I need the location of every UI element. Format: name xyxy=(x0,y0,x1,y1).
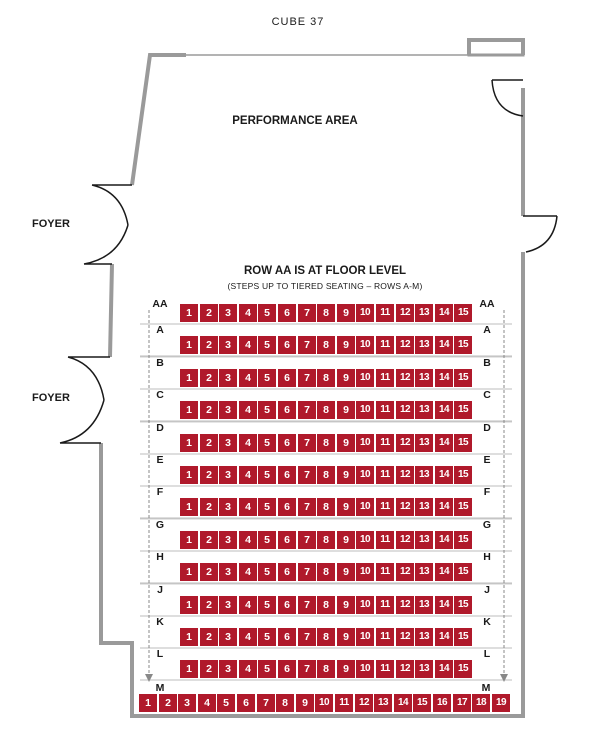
row-label-right-aa: AA xyxy=(479,298,495,310)
seat-e-15[interactable]: 15 xyxy=(454,466,472,484)
seat-k-1[interactable]: 1 xyxy=(180,628,198,646)
row-label-right-k: K xyxy=(483,616,491,628)
seat-aa-7[interactable]: 7 xyxy=(298,304,316,322)
seat-m-19[interactable]: 19 xyxy=(492,694,510,712)
seat-a-9[interactable]: 9 xyxy=(337,336,355,354)
seat-c-1[interactable]: 1 xyxy=(180,401,198,419)
seat-g-1[interactable]: 1 xyxy=(180,531,198,549)
seat-a-14[interactable]: 14 xyxy=(435,336,453,354)
seat-m-16[interactable]: 16 xyxy=(433,694,451,712)
seat-f-15[interactable]: 15 xyxy=(454,498,472,516)
seat-k-7[interactable]: 7 xyxy=(298,628,316,646)
seat-d-11[interactable]: 11 xyxy=(376,434,394,452)
seat-c-10[interactable]: 10 xyxy=(356,401,374,419)
seat-k-4[interactable]: 4 xyxy=(239,628,257,646)
seat-g-15[interactable]: 15 xyxy=(454,531,472,549)
seat-c-13[interactable]: 13 xyxy=(415,401,433,419)
row-label-right-g: G xyxy=(482,519,492,531)
seat-f-12[interactable]: 12 xyxy=(396,498,414,516)
seat-e-8[interactable]: 8 xyxy=(317,466,335,484)
row-label-right-c: C xyxy=(483,389,491,401)
seat-h-3[interactable]: 3 xyxy=(219,563,237,581)
seat-k-9[interactable]: 9 xyxy=(337,628,355,646)
row-label-left-f: F xyxy=(156,486,164,498)
seat-h-7[interactable]: 7 xyxy=(298,563,316,581)
seat-l-13[interactable]: 13 xyxy=(415,660,433,678)
seat-aa-10[interactable]: 10 xyxy=(356,304,374,322)
seat-m-13[interactable]: 13 xyxy=(374,694,392,712)
seat-a-4[interactable]: 4 xyxy=(239,336,257,354)
seat-b-3[interactable]: 3 xyxy=(219,369,237,387)
foyer-label-lower: FOYER xyxy=(32,392,70,404)
seat-l-4[interactable]: 4 xyxy=(239,660,257,678)
seat-j-12[interactable]: 12 xyxy=(396,596,414,614)
seat-e-5[interactable]: 5 xyxy=(258,466,276,484)
seat-d-3[interactable]: 3 xyxy=(219,434,237,452)
seat-e-13[interactable]: 13 xyxy=(415,466,433,484)
seat-e-14[interactable]: 14 xyxy=(435,466,453,484)
seat-aa-8[interactable]: 8 xyxy=(317,304,335,322)
seat-b-11[interactable]: 11 xyxy=(376,369,394,387)
row-label-right-h: H xyxy=(483,551,491,563)
seat-d-7[interactable]: 7 xyxy=(298,434,316,452)
steps-note: (STEPS UP TO TIERED SEATING – ROWS A-M) xyxy=(227,281,423,291)
seat-e-7[interactable]: 7 xyxy=(298,466,316,484)
seat-aa-15[interactable]: 15 xyxy=(454,304,472,322)
seat-m-11[interactable]: 11 xyxy=(335,694,353,712)
seat-c-12[interactable]: 12 xyxy=(396,401,414,419)
seat-k-2[interactable]: 2 xyxy=(200,628,218,646)
seat-j-2[interactable]: 2 xyxy=(200,596,218,614)
seat-f-4[interactable]: 4 xyxy=(239,498,257,516)
seat-f-8[interactable]: 8 xyxy=(317,498,335,516)
seat-m-6[interactable]: 6 xyxy=(237,694,255,712)
row-label-left-g: G xyxy=(155,519,165,531)
seat-a-10[interactable]: 10 xyxy=(356,336,374,354)
seat-d-10[interactable]: 10 xyxy=(356,434,374,452)
seat-b-2[interactable]: 2 xyxy=(200,369,218,387)
seat-b-10[interactable]: 10 xyxy=(356,369,374,387)
seat-a-1[interactable]: 1 xyxy=(180,336,198,354)
seat-f-1[interactable]: 1 xyxy=(180,498,198,516)
seat-m-17[interactable]: 17 xyxy=(453,694,471,712)
floor-level-note: ROW AA IS AT FLOOR LEVEL xyxy=(243,265,407,277)
seat-f-5[interactable]: 5 xyxy=(258,498,276,516)
seat-aa-1[interactable]: 1 xyxy=(180,304,198,322)
seat-b-5[interactable]: 5 xyxy=(258,369,276,387)
seat-h-5[interactable]: 5 xyxy=(258,563,276,581)
row-label-right-a: A xyxy=(483,324,491,336)
seat-g-6[interactable]: 6 xyxy=(278,531,296,549)
seat-d-15[interactable]: 15 xyxy=(454,434,472,452)
seat-aa-9[interactable]: 9 xyxy=(337,304,355,322)
seat-d-5[interactable]: 5 xyxy=(258,434,276,452)
seat-b-13[interactable]: 13 xyxy=(415,369,433,387)
seat-aa-12[interactable]: 12 xyxy=(396,304,414,322)
seat-j-8[interactable]: 8 xyxy=(317,596,335,614)
seat-g-14[interactable]: 14 xyxy=(435,531,453,549)
seat-h-4[interactable]: 4 xyxy=(239,563,257,581)
seat-g-2[interactable]: 2 xyxy=(200,531,218,549)
seat-aa-3[interactable]: 3 xyxy=(219,304,237,322)
seat-a-15[interactable]: 15 xyxy=(454,336,472,354)
seat-l-6[interactable]: 6 xyxy=(278,660,296,678)
seat-a-13[interactable]: 13 xyxy=(415,336,433,354)
seat-b-8[interactable]: 8 xyxy=(317,369,335,387)
seat-h-1[interactable]: 1 xyxy=(180,563,198,581)
row-label-right-f: F xyxy=(483,486,491,498)
seat-d-8[interactable]: 8 xyxy=(317,434,335,452)
seat-l-11[interactable]: 11 xyxy=(376,660,394,678)
seat-g-11[interactable]: 11 xyxy=(376,531,394,549)
seat-g-9[interactable]: 9 xyxy=(337,531,355,549)
seat-e-11[interactable]: 11 xyxy=(376,466,394,484)
seat-aa-4[interactable]: 4 xyxy=(239,304,257,322)
seat-a-6[interactable]: 6 xyxy=(278,336,296,354)
seat-c-14[interactable]: 14 xyxy=(435,401,453,419)
seat-m-4[interactable]: 4 xyxy=(198,694,216,712)
seat-a-3[interactable]: 3 xyxy=(219,336,237,354)
seat-c-9[interactable]: 9 xyxy=(337,401,355,419)
seat-aa-2[interactable]: 2 xyxy=(200,304,218,322)
seat-e-10[interactable]: 10 xyxy=(356,466,374,484)
seat-l-1[interactable]: 1 xyxy=(180,660,198,678)
seat-a-7[interactable]: 7 xyxy=(298,336,316,354)
seat-j-13[interactable]: 13 xyxy=(415,596,433,614)
seat-m-1[interactable]: 1 xyxy=(139,694,157,712)
seat-b-1[interactable]: 1 xyxy=(180,369,198,387)
seat-g-5[interactable]: 5 xyxy=(258,531,276,549)
seat-b-9[interactable]: 9 xyxy=(337,369,355,387)
row-label-left-l: L xyxy=(156,648,164,660)
seat-f-7[interactable]: 7 xyxy=(298,498,316,516)
seat-c-3[interactable]: 3 xyxy=(219,401,237,419)
seat-c-5[interactable]: 5 xyxy=(258,401,276,419)
seat-e-3[interactable]: 3 xyxy=(219,466,237,484)
seat-f-13[interactable]: 13 xyxy=(415,498,433,516)
seat-f-11[interactable]: 11 xyxy=(376,498,394,516)
row-label-left-m: M xyxy=(155,682,165,694)
seat-j-1[interactable]: 1 xyxy=(180,596,198,614)
aisle-arrow-left-icon xyxy=(145,674,153,682)
seat-a-8[interactable]: 8 xyxy=(317,336,335,354)
seat-l-5[interactable]: 5 xyxy=(258,660,276,678)
row-label-left-d: D xyxy=(156,422,164,434)
seat-aa-14[interactable]: 14 xyxy=(435,304,453,322)
seat-f-9[interactable]: 9 xyxy=(337,498,355,516)
seat-b-7[interactable]: 7 xyxy=(298,369,316,387)
seat-h-11[interactable]: 11 xyxy=(376,563,394,581)
row-label-right-e: E xyxy=(483,454,491,466)
seat-j-9[interactable]: 9 xyxy=(337,596,355,614)
seat-h-2[interactable]: 2 xyxy=(200,563,218,581)
seat-d-9[interactable]: 9 xyxy=(337,434,355,452)
seat-k-8[interactable]: 8 xyxy=(317,628,335,646)
seat-j-3[interactable]: 3 xyxy=(219,596,237,614)
seat-b-4[interactable]: 4 xyxy=(239,369,257,387)
row-label-left-j: J xyxy=(157,584,163,596)
seat-a-5[interactable]: 5 xyxy=(258,336,276,354)
seat-m-12[interactable]: 12 xyxy=(355,694,373,712)
seat-j-7[interactable]: 7 xyxy=(298,596,316,614)
seat-l-2[interactable]: 2 xyxy=(200,660,218,678)
row-label-right-d: D xyxy=(483,422,491,434)
seat-m-3[interactable]: 3 xyxy=(178,694,196,712)
seat-k-12[interactable]: 12 xyxy=(396,628,414,646)
seat-d-12[interactable]: 12 xyxy=(396,434,414,452)
seat-b-12[interactable]: 12 xyxy=(396,369,414,387)
seat-h-6[interactable]: 6 xyxy=(278,563,296,581)
row-label-right-b: B xyxy=(483,357,491,369)
seat-k-14[interactable]: 14 xyxy=(435,628,453,646)
seat-j-4[interactable]: 4 xyxy=(239,596,257,614)
row-label-right-j: J xyxy=(484,584,490,596)
seat-c-11[interactable]: 11 xyxy=(376,401,394,419)
seat-d-1[interactable]: 1 xyxy=(180,434,198,452)
stage-label: PERFORMANCE AREA xyxy=(232,115,358,127)
seat-l-7[interactable]: 7 xyxy=(298,660,316,678)
seat-c-15[interactable]: 15 xyxy=(454,401,472,419)
seat-k-10[interactable]: 10 xyxy=(356,628,374,646)
seat-d-6[interactable]: 6 xyxy=(278,434,296,452)
seat-c-8[interactable]: 8 xyxy=(317,401,335,419)
seat-j-15[interactable]: 15 xyxy=(454,596,472,614)
seat-m-15[interactable]: 15 xyxy=(413,694,431,712)
seat-m-14[interactable]: 14 xyxy=(394,694,412,712)
seat-d-13[interactable]: 13 xyxy=(415,434,433,452)
seat-h-9[interactable]: 9 xyxy=(337,563,355,581)
seat-g-3[interactable]: 3 xyxy=(219,531,237,549)
seat-m-8[interactable]: 8 xyxy=(276,694,294,712)
seat-c-4[interactable]: 4 xyxy=(239,401,257,419)
aisle-arrows xyxy=(145,310,508,682)
seat-k-15[interactable]: 15 xyxy=(454,628,472,646)
seat-d-4[interactable]: 4 xyxy=(239,434,257,452)
seat-g-10[interactable]: 10 xyxy=(356,531,374,549)
seat-b-15[interactable]: 15 xyxy=(454,369,472,387)
seat-l-14[interactable]: 14 xyxy=(435,660,453,678)
seat-b-6[interactable]: 6 xyxy=(278,369,296,387)
seat-f-2[interactable]: 2 xyxy=(200,498,218,516)
seat-m-18[interactable]: 18 xyxy=(472,694,490,712)
row-label-left-b: B xyxy=(156,357,164,369)
seat-a-2[interactable]: 2 xyxy=(200,336,218,354)
row-label-right-m: M xyxy=(481,682,491,694)
seat-aa-13[interactable]: 13 xyxy=(415,304,433,322)
seat-c-6[interactable]: 6 xyxy=(278,401,296,419)
seat-e-4[interactable]: 4 xyxy=(239,466,257,484)
seat-k-11[interactable]: 11 xyxy=(376,628,394,646)
seat-c-7[interactable]: 7 xyxy=(298,401,316,419)
seat-e-12[interactable]: 12 xyxy=(396,466,414,484)
seat-m-5[interactable]: 5 xyxy=(217,694,235,712)
seat-m-7[interactable]: 7 xyxy=(257,694,275,712)
seat-aa-5[interactable]: 5 xyxy=(258,304,276,322)
seat-h-13[interactable]: 13 xyxy=(415,563,433,581)
seat-g-13[interactable]: 13 xyxy=(415,531,433,549)
seat-f-6[interactable]: 6 xyxy=(278,498,296,516)
seat-j-5[interactable]: 5 xyxy=(258,596,276,614)
aisle-arrow-right-icon xyxy=(500,674,508,682)
row-label-left-aa: AA xyxy=(152,298,168,310)
seat-b-14[interactable]: 14 xyxy=(435,369,453,387)
row-label-left-k: K xyxy=(156,616,164,628)
seat-a-11[interactable]: 11 xyxy=(376,336,394,354)
seat-h-14[interactable]: 14 xyxy=(435,563,453,581)
seat-g-12[interactable]: 12 xyxy=(396,531,414,549)
seat-j-14[interactable]: 14 xyxy=(435,596,453,614)
seat-g-8[interactable]: 8 xyxy=(317,531,335,549)
seat-e-9[interactable]: 9 xyxy=(337,466,355,484)
seat-h-8[interactable]: 8 xyxy=(317,563,335,581)
row-label-left-a: A xyxy=(156,324,164,336)
seat-j-10[interactable]: 10 xyxy=(356,596,374,614)
seat-d-14[interactable]: 14 xyxy=(435,434,453,452)
seat-a-12[interactable]: 12 xyxy=(396,336,414,354)
seat-f-14[interactable]: 14 xyxy=(435,498,453,516)
seat-l-9[interactable]: 9 xyxy=(337,660,355,678)
seat-g-7[interactable]: 7 xyxy=(298,531,316,549)
seat-h-12[interactable]: 12 xyxy=(396,563,414,581)
seat-l-8[interactable]: 8 xyxy=(317,660,335,678)
row-label-left-c: C xyxy=(156,389,164,401)
seat-l-3[interactable]: 3 xyxy=(219,660,237,678)
seat-f-3[interactable]: 3 xyxy=(219,498,237,516)
seat-e-1[interactable]: 1 xyxy=(180,466,198,484)
row-label-left-e: E xyxy=(156,454,164,466)
seat-c-2[interactable]: 2 xyxy=(200,401,218,419)
door-foyer-upper xyxy=(84,185,132,264)
door-stage xyxy=(492,80,523,116)
seat-m-2[interactable]: 2 xyxy=(159,694,177,712)
seat-k-6[interactable]: 6 xyxy=(278,628,296,646)
door-side xyxy=(523,216,557,252)
seat-m-9[interactable]: 9 xyxy=(296,694,314,712)
seat-k-3[interactable]: 3 xyxy=(219,628,237,646)
seat-l-12[interactable]: 12 xyxy=(396,660,414,678)
row-label-right-l: L xyxy=(483,648,491,660)
venue-title: CUBE 37 xyxy=(271,16,325,28)
seat-k-13[interactable]: 13 xyxy=(415,628,433,646)
seat-g-4[interactable]: 4 xyxy=(239,531,257,549)
seat-k-5[interactable]: 5 xyxy=(258,628,276,646)
stage-box xyxy=(469,40,523,55)
seat-h-15[interactable]: 15 xyxy=(454,563,472,581)
seat-j-6[interactable]: 6 xyxy=(278,596,296,614)
seat-l-15[interactable]: 15 xyxy=(454,660,472,678)
seat-f-10[interactable]: 10 xyxy=(356,498,374,516)
seat-e-2[interactable]: 2 xyxy=(200,466,218,484)
row-label-left-h: H xyxy=(156,551,164,563)
seat-aa-11[interactable]: 11 xyxy=(376,304,394,322)
seat-h-10[interactable]: 10 xyxy=(356,563,374,581)
seat-m-10[interactable]: 10 xyxy=(315,694,333,712)
foyer-label-upper: FOYER xyxy=(32,218,70,230)
seat-j-11[interactable]: 11 xyxy=(376,596,394,614)
seat-e-6[interactable]: 6 xyxy=(278,466,296,484)
seat-aa-6[interactable]: 6 xyxy=(278,304,296,322)
seat-l-10[interactable]: 10 xyxy=(356,660,374,678)
seat-d-2[interactable]: 2 xyxy=(200,434,218,452)
